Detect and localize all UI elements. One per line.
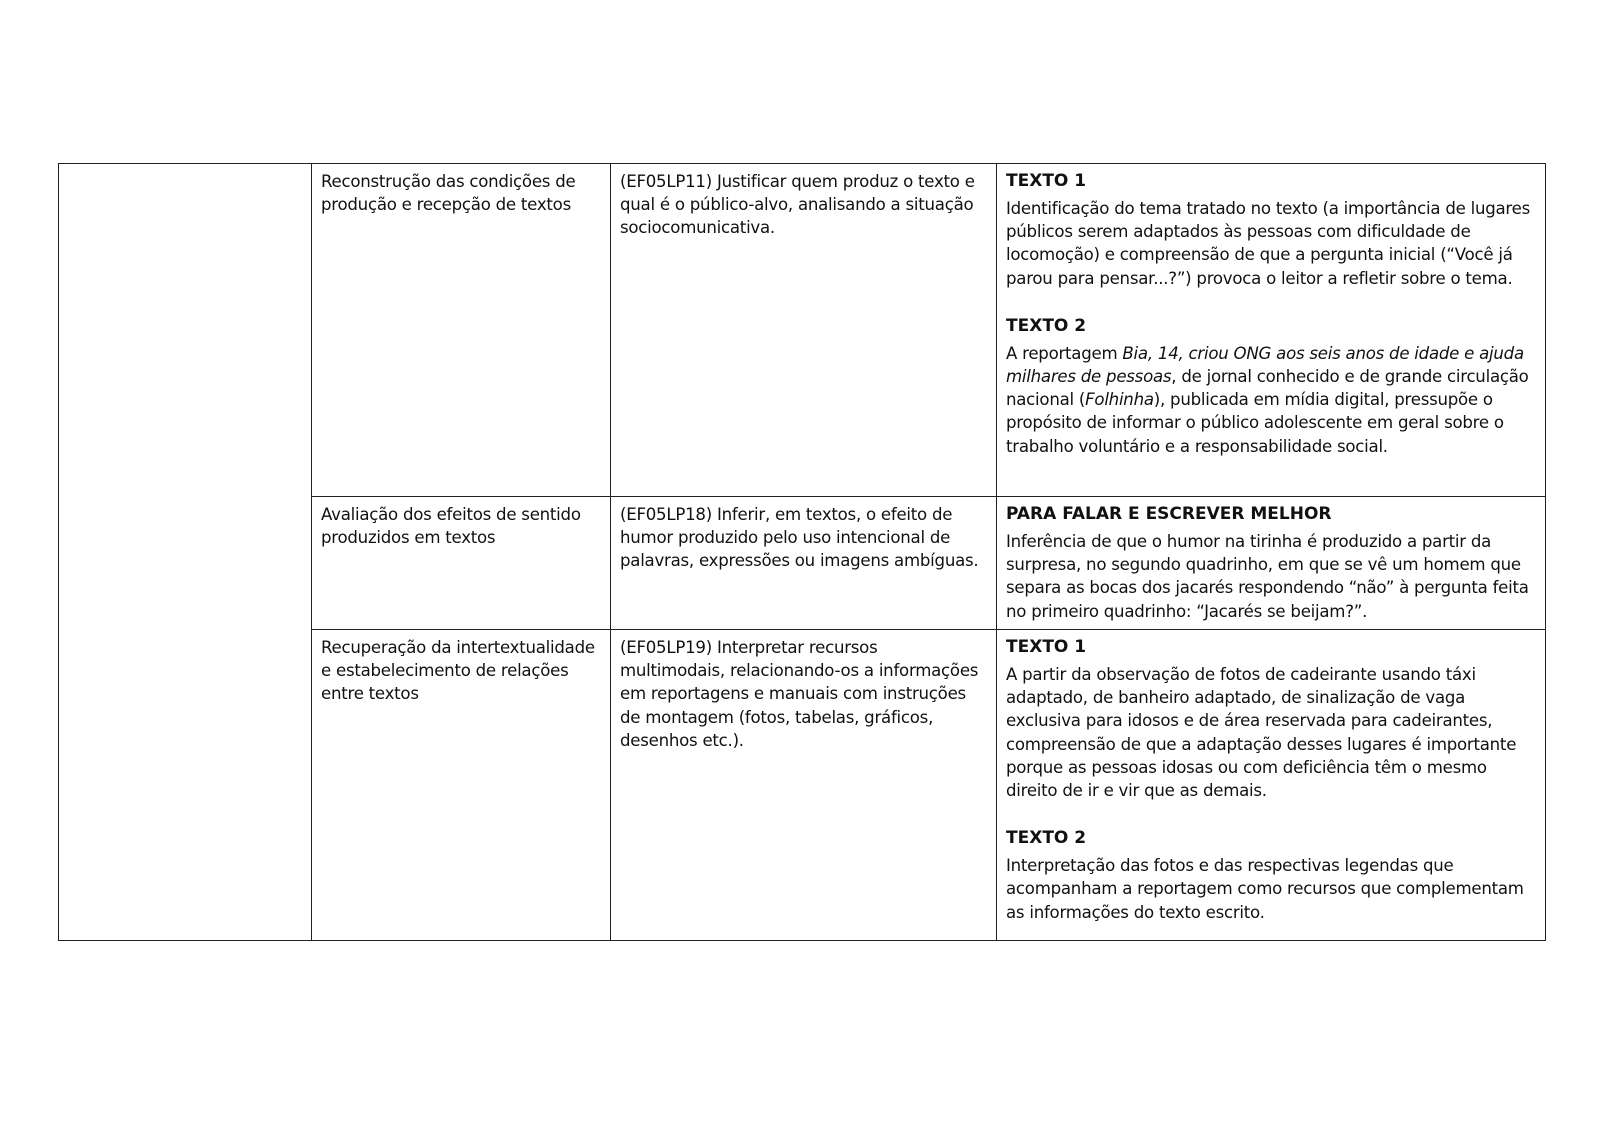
text-segment: A reportagem	[1006, 343, 1123, 363]
activity-cell	[997, 164, 1546, 497]
practice-text: Reconstrução das condições de produção e recepção de textos	[321, 172, 576, 215]
skill-text: (EF05LP19) Interpretar recursos multimodais, relacionando-os a informações em reportagens e manuais com instruções de montagem (fotos, tabelas, gráficos, desenhos etc.).	[620, 638, 979, 750]
text-segment: ), publicada em mídia digital, pressupõe o propósito de informar o público adolescente em geral sobre o trabalho voluntário e a responsabilidade social.	[1006, 390, 1504, 456]
activity-cell	[997, 630, 1546, 941]
practice-cell	[312, 164, 611, 497]
block-heading: TEXTO 2	[1006, 828, 1087, 849]
skill-text: (EF05LP11) Justificar quem produz o texto e qual é o público-alvo, analisando a situação sociocomunicativa.	[620, 172, 975, 238]
skill-cell	[611, 497, 997, 630]
table-row	[59, 164, 1546, 497]
practice-text: Avaliação dos efeitos de sentido produzidos em textos	[321, 505, 581, 548]
empty-first-column-cell	[59, 164, 312, 941]
publication-name: Folhinha	[1085, 390, 1154, 410]
curriculum-table	[58, 163, 1546, 941]
skill-cell	[611, 630, 997, 941]
practice-cell	[312, 497, 611, 630]
block-heading: TEXTO 1	[1006, 637, 1087, 657]
block-text: A partir da observação de fotos de cadeirante usando táxi adaptado, de banheiro adaptado, de sinalização de vaga exclusiva para idosos e de área reservada para cadeirantes, compreensão de que a adaptação desses lugares é importante porque as pessoas idosas ou com deficiência têm o mesmo direito de ir e vir que as demais.	[1006, 665, 1517, 801]
practice-text: Recuperação da intertextualidade e estabelecimento de relações entre textos	[321, 638, 595, 704]
block-heading: TEXTO 1	[1006, 171, 1087, 191]
block-text: Interpretação das fotos e das respectivas legendas que acompanham a reportagem como recursos que complementam as informações do texto escrito.	[1006, 856, 1524, 922]
skill-cell	[611, 164, 997, 497]
activity-cell	[997, 497, 1546, 630]
block-text	[1006, 342, 1536, 458]
block-text: Identificação do tema tratado no texto (a importância de lugares públicos serem adaptados às pessoas com dificuldade de locomoção) e compreensão de que a pergunta inicial (“Você já parou para pensar...?”) provoca o leitor a refletir sobre o tema.	[1006, 199, 1530, 288]
block-text: Inferência de que o humor na tirinha é produzido a partir da surpresa, no segundo quadrinho, em que se vê um homem que separa as bocas dos jacarés respondendo “não” à pergunta feita no primeiro quadrinho: “Jacarés se beijam?”.	[1006, 532, 1529, 621]
practice-cell	[312, 630, 611, 941]
skill-text: (EF05LP18) Inferir, em textos, o efeito de humor produzido pelo uso intencional de palavras, expressões ou imagens ambíguas.	[620, 505, 979, 571]
block-heading: TEXTO 2	[1006, 315, 1087, 336]
block-heading: PARA FALAR E ESCREVER MELHOR	[1006, 504, 1332, 524]
text-segment: , de jornal conhecido e de grande circulação nacional (	[1006, 367, 1529, 410]
reportage-title: Bia, 14, criou ONG aos seis anos de idade e ajuda milhares de pessoas	[1006, 343, 1524, 387]
